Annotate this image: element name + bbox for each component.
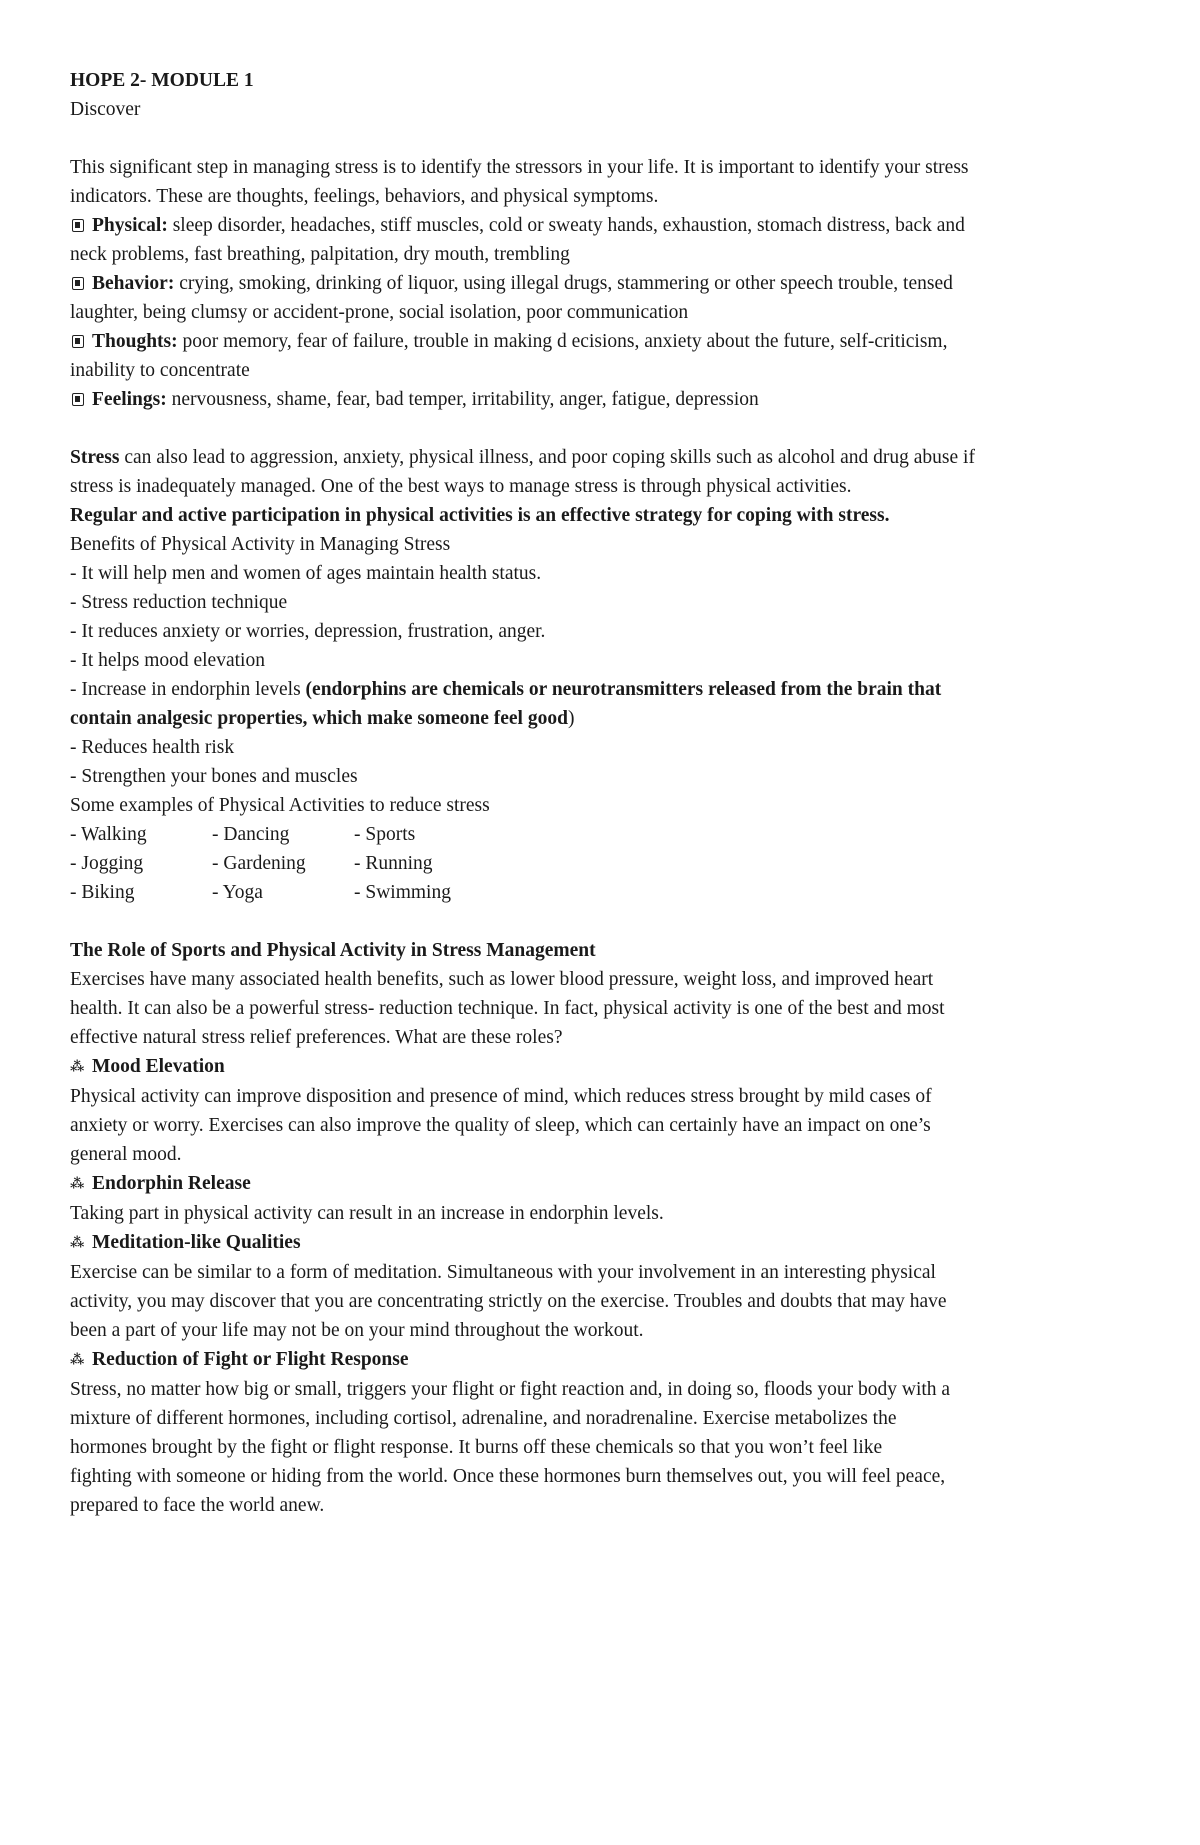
indicator-text: crying, smoking, drinking of liquor, using illegal drugs, stammering or other speech trouble, tensed: [174, 273, 953, 294]
stress-text: can also lead to aggression, anxiety, physical illness, and poor coping skills such as alcohol and drug abuse if: [119, 447, 975, 468]
benefit-item: - Strengthen your bones and muscles: [70, 766, 358, 787]
stress-bold-word: Stress: [70, 447, 120, 468]
benefit-item: - It will help men and women of ages maintain health status.: [70, 563, 542, 584]
role-text: general mood.: [70, 1144, 182, 1165]
benefit-item: - Stress reduction technique: [70, 592, 288, 613]
role-text: hormones brought by the fight or flight response. It burns off these chemicals so that you won’t feel like: [70, 1437, 883, 1458]
endorphin-definition-cont: [70, 704, 1130, 733]
role-intro-line: health. It can also be a powerful stress- reduction technique. In fact, physical activity is one of the best and most: [70, 998, 945, 1019]
role-text: Stress, no matter how big or small, triggers your flight or fight reaction and, in doing so, floods your body with a: [70, 1379, 951, 1400]
activity-item: - Swimming: [354, 882, 451, 903]
section-label-discover: Discover: [70, 99, 141, 120]
role-text: Taking part in physical activity can result in an increase in endorphin levels.: [70, 1203, 664, 1224]
indicator-text: sleep disorder, headaches, stiff muscles, cold or sweaty hands, exhaustion, stomach distress, back and: [167, 215, 965, 236]
indicator-text-cont: inability to concentrate: [70, 360, 250, 381]
flag-bullet-icon: ⁂: [70, 1236, 85, 1251]
square-bullet-icon: [72, 335, 84, 348]
flag-bullet-icon: ⁂: [70, 1353, 85, 1368]
indicator-text-cont: laughter, being clumsy or accident-prone, social isolation, poor communication: [70, 302, 689, 323]
activity-examples-grid: [70, 820, 1130, 907]
role-subheading-endorphin: ⁂ Endorphin Release: [70, 1169, 1130, 1199]
role-text: activity, you may discover that you are concentrating strictly on the exercise. Troubles and doubts that may have: [70, 1291, 947, 1312]
activity-item: - Running: [354, 853, 433, 874]
intro-line: This significant step in managing stress is to identify the stressors in your life. It is important to identify your stress: [70, 157, 969, 178]
indicator-thoughts: [70, 327, 1130, 356]
flag-bullet-icon: ⁂: [70, 1177, 85, 1192]
indicator-label: Feelings:: [92, 389, 167, 410]
activity-item: - Sports: [354, 824, 416, 845]
role-text: fighting with someone or hiding from the world. Once these hormones burn themselves out, you will feel peace,: [70, 1466, 946, 1487]
stress-text-cont: stress is inadequately managed. One of the best ways to manage stress is through physical activities.: [70, 476, 852, 497]
activity-item: - Yoga: [212, 882, 263, 903]
role-text: prepared to face the world anew.: [70, 1495, 325, 1516]
flag-bullet-icon: ⁂: [70, 1060, 85, 1075]
examples-heading: Some examples of Physical Activities to reduce stress: [70, 795, 490, 816]
role-text: anxiety or worry. Exercises can also improve the quality of sleep, which can certainly have an impact on one’s: [70, 1115, 931, 1136]
role-text: been a part of your life may not be on your mind throughout the workout.: [70, 1320, 644, 1341]
endorphin-close: ): [567, 708, 575, 729]
benefit-item-endorphin: [70, 675, 1130, 704]
endorphin-definition: (endorphins are chemicals or neurotransmitters released from the brain that: [305, 679, 942, 700]
benefit-item: - Reduces health risk: [70, 737, 235, 758]
indicator-text: nervousness, shame, fear, bad temper, irritability, anger, fatigue, depression: [166, 389, 759, 410]
indicator-label: Behavior:: [92, 273, 175, 294]
intro-line: indicators. These are thoughts, feelings, behaviors, and physical symptoms.: [70, 186, 659, 207]
document-page: [70, 66, 1130, 1520]
indicator-behavior: [70, 269, 1130, 298]
stress-strategy-statement: Regular and active participation in physical activities is an effective strategy for coping with stress.: [70, 505, 890, 526]
role-subheading-mood: ⁂ Mood Elevation: [70, 1052, 1130, 1082]
endorphin-prefix: - Increase in endorphin levels: [70, 679, 306, 700]
stress-paragraph: [70, 443, 1130, 472]
role-subheading-fight-flight: ⁂ Reduction of Fight or Flight Response: [70, 1345, 1130, 1375]
square-bullet-icon: [72, 219, 84, 232]
indicator-text-cont: neck problems, fast breathing, palpitation, dry mouth, trembling: [70, 244, 570, 265]
benefits-heading: Benefits of Physical Activity in Managing Stress: [70, 534, 451, 555]
role-intro-line: Exercises have many associated health benefits, such as lower blood pressure, weight loss, and improved heart: [70, 969, 934, 990]
benefit-item: - It helps mood elevation: [70, 650, 265, 671]
role-text: mixture of different hormones, including cortisol, adrenaline, and noradrenaline. Exercise metabolizes the: [70, 1408, 897, 1429]
endorphin-definition-bold: contain analgesic properties, which make someone feel good: [70, 708, 568, 729]
role-heading: The Role of Sports and Physical Activity in Stress Management: [70, 940, 596, 961]
indicator-feelings: [70, 385, 1130, 414]
activity-item: - Gardening: [212, 853, 306, 874]
activity-item: - Dancing: [212, 824, 290, 845]
activity-item: - Biking: [70, 882, 135, 903]
indicator-label: Physical:: [92, 215, 168, 236]
activity-item: - Walking: [70, 824, 147, 845]
indicator-label: Thoughts:: [92, 331, 178, 352]
indicator-physical: [70, 211, 1130, 240]
role-text: Physical activity can improve disposition and presence of mind, which reduces stress brought by mild cases of: [70, 1086, 932, 1107]
activity-item: - Jogging: [70, 853, 144, 874]
role-text: Exercise can be similar to a form of meditation. Simultaneous with your involvement in an interesting physical: [70, 1262, 936, 1283]
square-bullet-icon: [72, 277, 84, 290]
indicator-text: poor memory, fear of failure, trouble in making d ecisions, anxiety about the future, self-criticism,: [177, 331, 948, 352]
benefit-item: - It reduces anxiety or worries, depression, frustration, anger.: [70, 621, 546, 642]
square-bullet-icon: [72, 393, 84, 406]
document-title: HOPE 2- MODULE 1: [70, 70, 254, 91]
role-subheading-meditation: ⁂ Meditation-like Qualities: [70, 1228, 1130, 1258]
role-intro-line: effective natural stress relief preferences. What are these roles?: [70, 1027, 563, 1048]
